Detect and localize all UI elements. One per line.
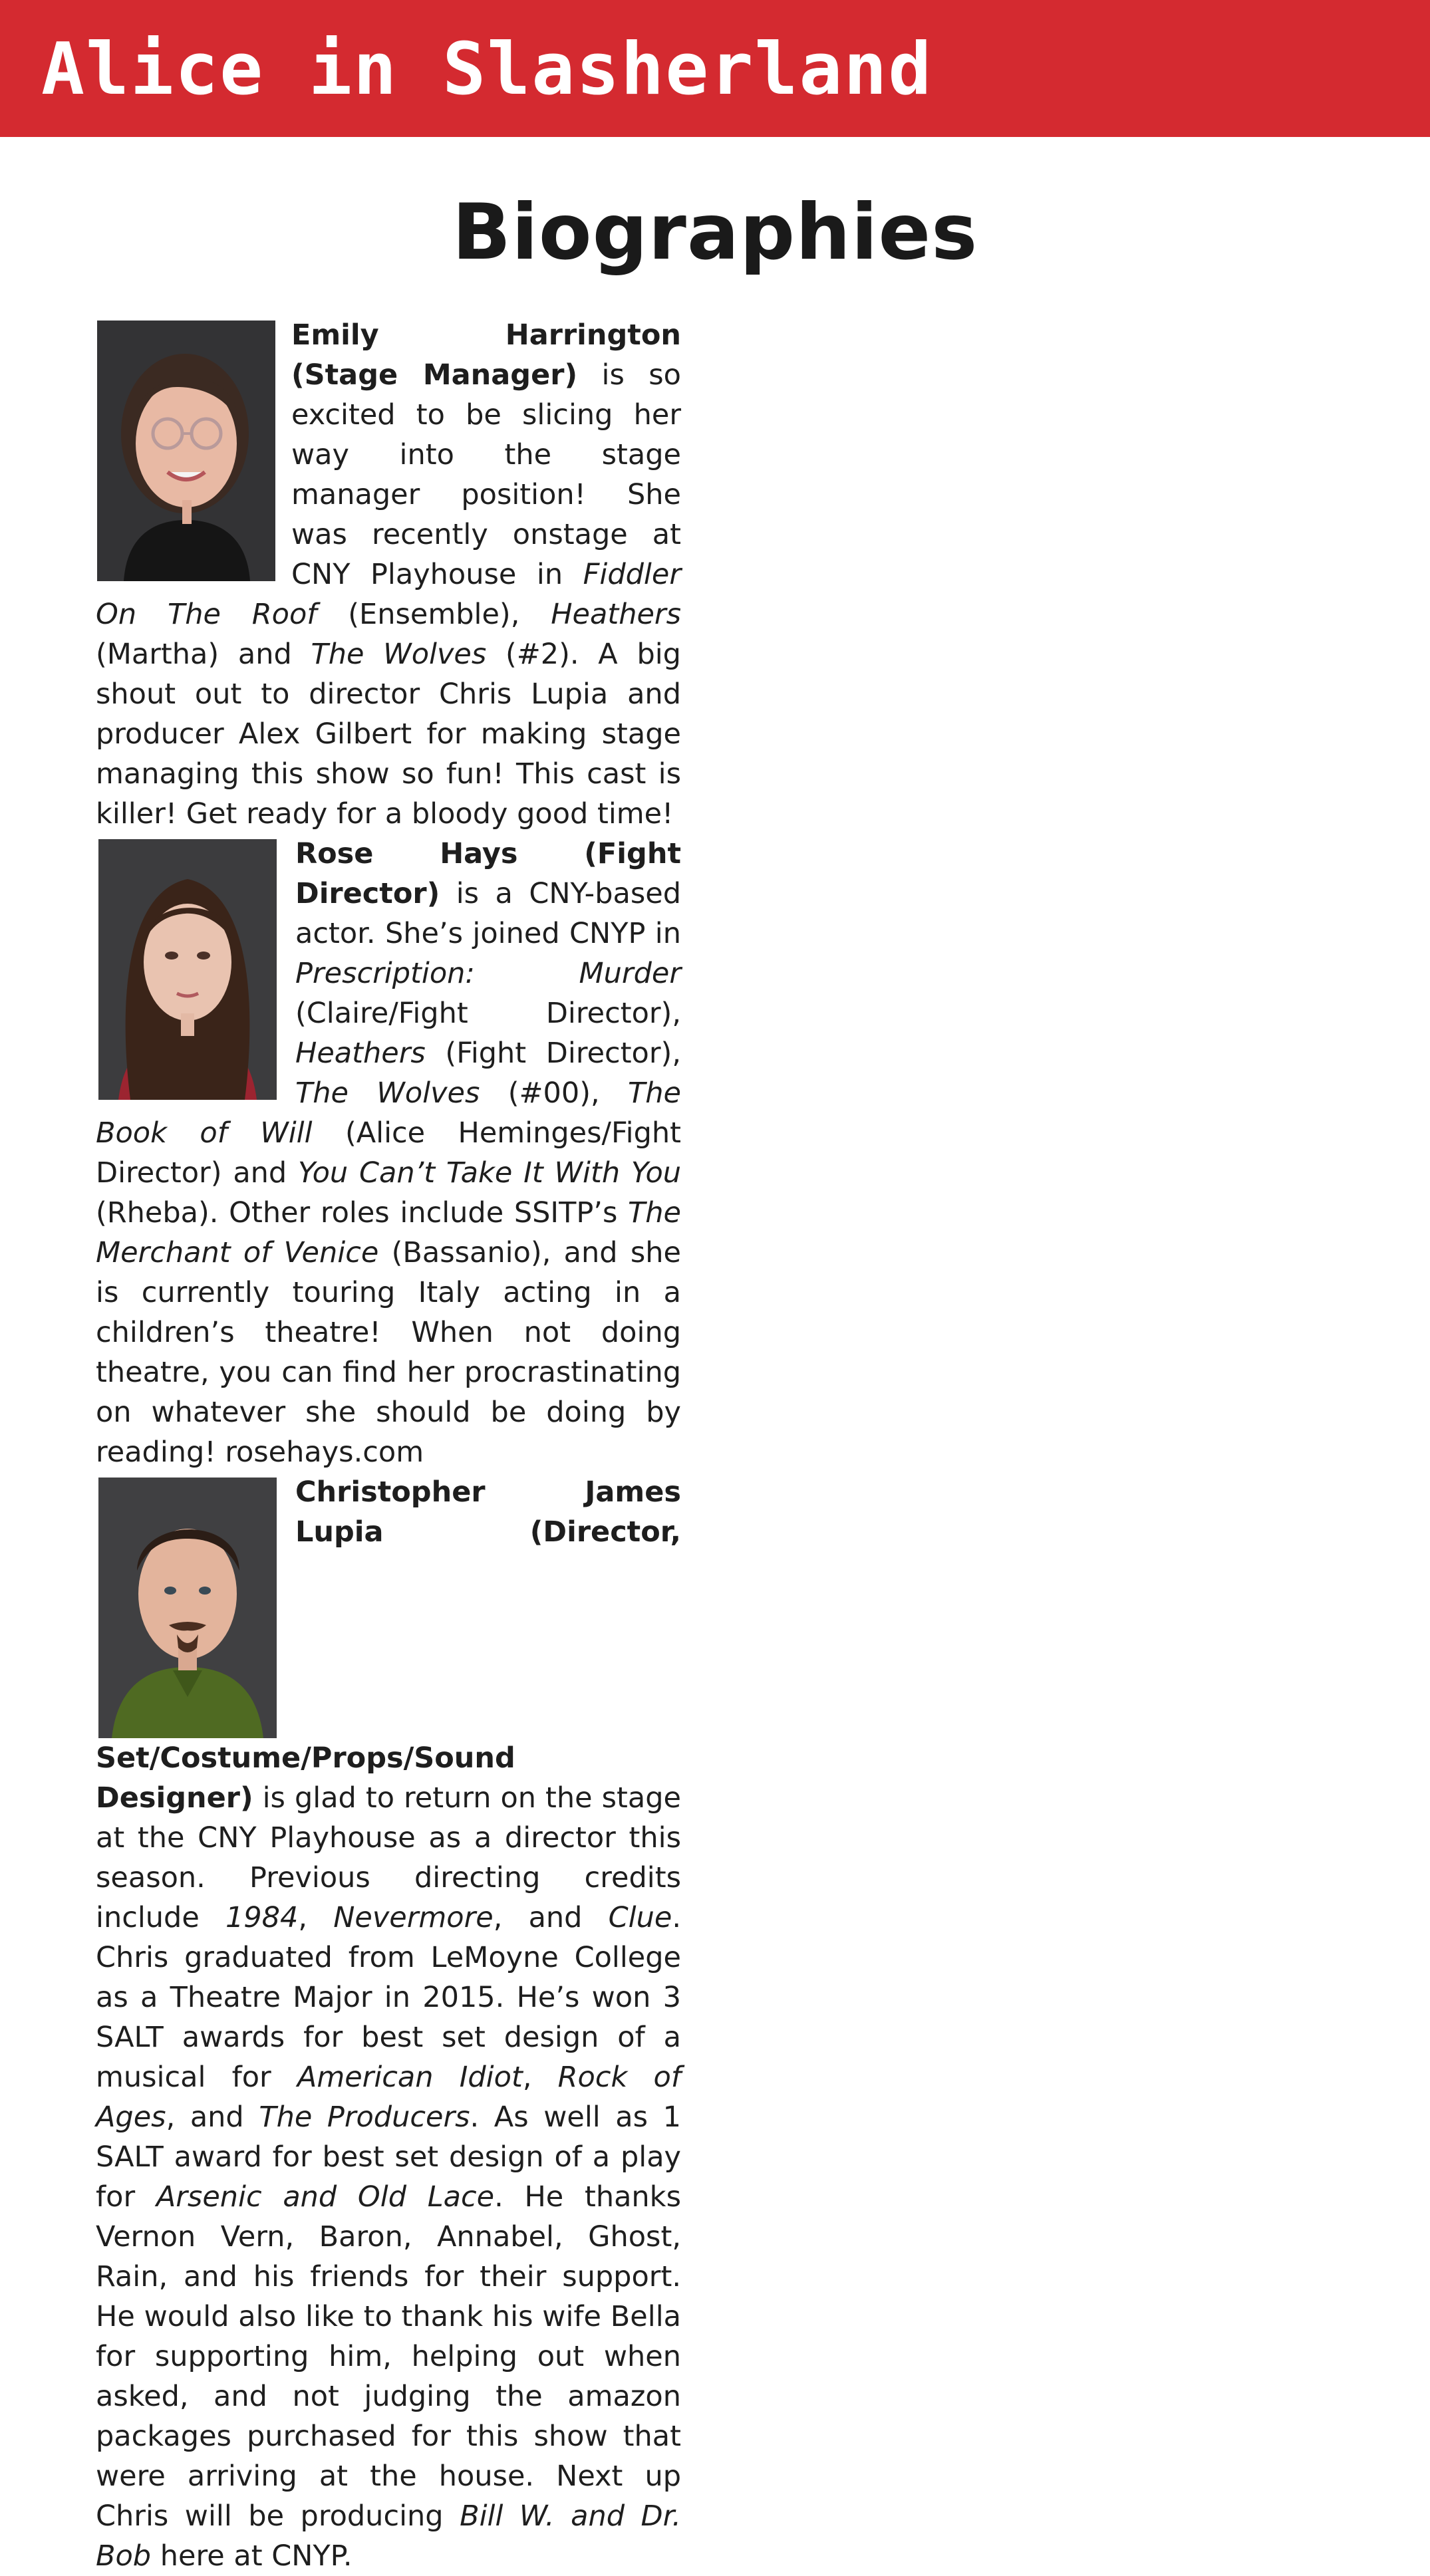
headshot-photo	[97, 321, 275, 581]
bio-rose-hays: Rose Hays (Fight Director) is a CNY-based actor. She’s joined CNYP in Prescription: Murder (Claire/Fight Director), Heathers (Fight Director), The Wolves (#00), The Book of Will (Alice Heminges/Fight Director) and You Can’t Take It With You (Rheba). Other roles include SSITP’s The Merchant of Venice (Bassanio), and she is currently touring Italy acting in a children’s theatre! When not doing theatre, you can find her procrastinating on whatever she should be doing by reading! rosehays.com	[96, 837, 682, 1469]
biographies-column	[96, 315, 681, 2576]
page-title: Biographies	[452, 188, 978, 277]
bio-name: Emily Harrington (Stage Manager)	[291, 319, 681, 392]
headshot-photo	[98, 1478, 277, 1738]
bio-emily-harrington: Emily Harrington (Stage Manager) is so excited to be slicing her way into the stage manager position! She was recently onstage at CNY Playhouse in Fiddler On The Roof (Ensemble), Heathers (Martha) and The Wolves (#2). A big shout out to director Chris Lupia and producer Alex Gilbert for making stage managing this show so fun! This cast is killer! Get ready for a bloody good time!	[96, 319, 682, 831]
bio-name: Christopher James Lupia (Director, Set/Costume/Props/Sound Designer)	[96, 1476, 681, 1815]
header-banner	[0, 0, 1430, 137]
bio-name: Rose Hays (Fight Director)	[295, 837, 681, 910]
show-title: Alice in Slasherland	[41, 28, 933, 111]
headshot-photo	[98, 839, 277, 1100]
bio-christopher-james-lupia: Christopher James Lupia (Director, Set/Costume/Props/Sound Designer) is glad to return on the stage at the CNY Playhouse as a director this season. Previous directing credits include 1984, Nevermore, and Clue. Chris graduated from LeMoyne College as a Theatre Major in 2015. He’s won 3 SALT awards for best set design of a musical for American Idiot, Rock of Ages, and The Producers. As well as 1 SALT award for best set design of a play for Arsenic and Old Lace. He thanks Vernon Vern, Baron, Annabel, Ghost, Rain, and his friends for their support. He would also like to thank his wife Bella for supporting him, helping out when asked, and not judging the amazon packages purchased for this show that were arriving at the house. Next up Chris will be producing Bill W. and Dr. Bob here at CNYP.	[96, 1476, 682, 2573]
